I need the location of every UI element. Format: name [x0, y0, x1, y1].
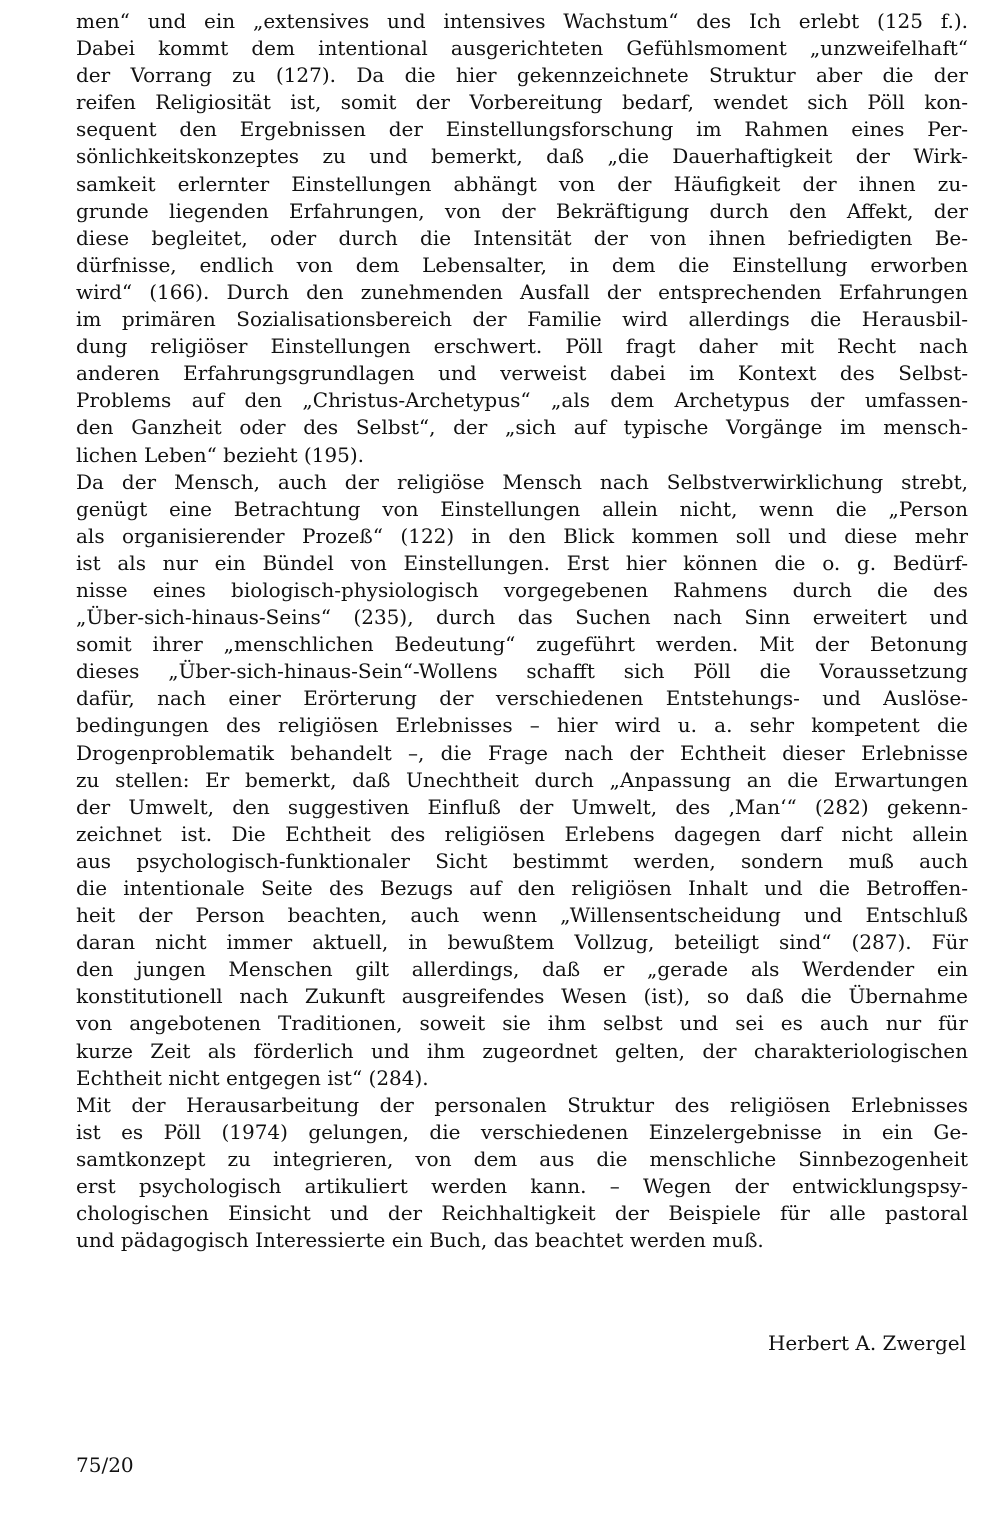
- text-line: „Über-sich-hinaus-Seins“ (235), durch das Suchen nach Sinn erweitert und: [76, 605, 968, 630]
- text-line: dafür, nach einer Erörterung der verschiedenen Entstehungs- und Auslöse-: [76, 686, 968, 711]
- page-number: 75/20: [76, 1453, 134, 1477]
- paragraph: [76, 1092, 968, 1255]
- text-line: dung religiöser Einstellungen erschwert. Pöll fragt daher mit Recht nach: [76, 334, 968, 359]
- text-line: von angebotenen Traditionen, soweit sie ihm selbst und sei es auch nur für: [76, 1011, 968, 1036]
- text-line: sönlichkeitskonzeptes zu und bemerkt, daß „die Dauerhaftigkeit der Wirk-: [76, 144, 968, 169]
- text-line: samkeit erlernter Einstellungen abhängt von der Häufigkeit der ihnen zu-: [76, 171, 968, 196]
- text-line: die intentionale Seite des Bezugs auf den religiösen Inhalt und die Betroffen-: [76, 876, 968, 900]
- text-line: sequent den Ergebnissen der Einstellungsforschung im Rahmen eines Per-: [76, 117, 968, 142]
- text-line: als organisierender Prozeß“ (122) in den Blick kommen soll und diese mehr: [76, 523, 968, 548]
- text-line: lichen Leben“ bezieht (195).: [76, 442, 364, 467]
- text-line: Dabei kommt dem intentional ausgerichteten Gefühlsmoment „unzweifelhaft“: [76, 36, 968, 61]
- text-line: Problems auf den „Christus-Archetypus“ „als dem Archetypus der umfassen-: [76, 388, 968, 413]
- text-line: nisse eines biologisch-physiologisch vorgegebenen Rahmens durch die des: [76, 577, 968, 602]
- text-line: genügt eine Betrachtung von Einstellungen allein nicht, wenn die „Person: [76, 496, 968, 521]
- text-line: Mit der Herausarbeitung der personalen Struktur des religiösen Erlebnisses: [76, 1092, 968, 1117]
- text-line: der Umwelt, den suggestiven Einfluß der Umwelt, des ‚Man‘“ (282) gekenn-: [76, 794, 968, 819]
- text-line: den Ganzheit oder des Selbst“, der „sich auf typische Vorgänge im mensch-: [76, 415, 968, 440]
- text-line: kurze Zeit als förderlich und ihm zugeordnet gelten, der charakteriologischen: [76, 1038, 968, 1063]
- text-line: den jungen Menschen gilt allerdings, daß er „gerade als Werdender ein: [76, 957, 968, 982]
- text-line: im primären Sozialisationsbereich der Familie wird allerdings die Herausbil-: [76, 307, 968, 332]
- text-line: aus psychologisch-funktionaler Sicht bestimmt werden, sondern muß auch: [76, 848, 968, 873]
- text-line: heit der Person beachten, auch wenn „Willensentscheidung und Entschluß: [76, 903, 968, 928]
- text-line: bedingungen des religiösen Erlebnisses – hier wird u. a. sehr kompetent die: [76, 713, 968, 738]
- text-line: somit ihrer „menschlichen Bedeutung“ zugeführt werden. Mit der Betonung: [76, 632, 968, 657]
- author-signature: Herbert A. Zwergel: [767, 1331, 966, 1355]
- text-line: erst psychologisch artikuliert werden kann. – Wegen der entwicklungspsy-: [76, 1174, 968, 1199]
- text-line: ist als nur ein Bündel von Einstellungen. Erst hier können die o. g. Bedürf-: [76, 550, 968, 575]
- body-text: [76, 8, 968, 1254]
- text-line: und pädagogisch Interessierte ein Buch, das beachtet werden muß.: [76, 1228, 764, 1253]
- text-line: Echtheit nicht entgegen ist“ (284).: [76, 1065, 429, 1090]
- paragraph: [76, 469, 968, 1092]
- text-line: grunde liegenden Erfahrungen, von der Bekräftigung durch den Affekt, der: [76, 198, 968, 223]
- text-line: Drogenproblematik behandelt –, die Frage nach der Echtheit dieser Erlebnisse: [76, 740, 968, 765]
- text-line: wird“ (166). Durch den zunehmenden Ausfall der entsprechenden Erfahrungen: [76, 279, 968, 304]
- text-line: daran nicht immer aktuell, in bewußtem Vollzug, beteiligt sind“ (287). Für: [76, 930, 968, 955]
- text-line: der Vorrang zu (127). Da die hier gekennzeichnete Struktur aber die der: [76, 63, 968, 88]
- text-line: Da der Mensch, auch der religiöse Mensch nach Selbstverwirklichung strebt,: [76, 469, 968, 494]
- text-line: chologischen Einsicht und der Reichhaltigkeit der Beispiele für alle pastoral: [76, 1201, 968, 1226]
- text-line: zeichnet ist. Die Echtheit des religiösen Erlebens dagegen darf nicht allein: [76, 821, 968, 846]
- text-line: men“ und ein „extensives und intensives Wachstum“ des Ich erlebt (125 f.).: [76, 9, 968, 33]
- text-line: dürfnisse, endlich von dem Lebensalter, in dem die Einstellung erworben: [76, 252, 968, 277]
- text-line: anderen Erfahrungsgrundlagen und verweist dabei im Kontext des Selbst-: [76, 361, 968, 386]
- text-line: reifen Religiosität ist, somit der Vorbereitung bedarf, wendet sich Pöll kon-: [76, 90, 968, 115]
- text-line: zu stellen: Er bemerkt, daß Unechtheit durch „Anpassung an die Erwartungen: [76, 767, 968, 792]
- text-line: diese begleitet, oder durch die Intensität der von ihnen befriedigten Be-: [76, 225, 968, 250]
- text-line: samtkonzept zu integrieren, von dem aus die menschliche Sinnbezogenheit: [76, 1146, 968, 1171]
- text-line: dieses „Über-sich-hinaus-Sein“-Wollens schafft sich Pöll die Voraussetzung: [76, 659, 968, 684]
- text-line: konstitutionell nach Zukunft ausgreifendes Wesen (ist), so daß die Übernahme: [76, 984, 968, 1009]
- paragraph: [76, 8, 968, 469]
- text-line: ist es Pöll (1974) gelungen, die verschiedenen Einzelergebnisse in ein Ge-: [76, 1119, 968, 1144]
